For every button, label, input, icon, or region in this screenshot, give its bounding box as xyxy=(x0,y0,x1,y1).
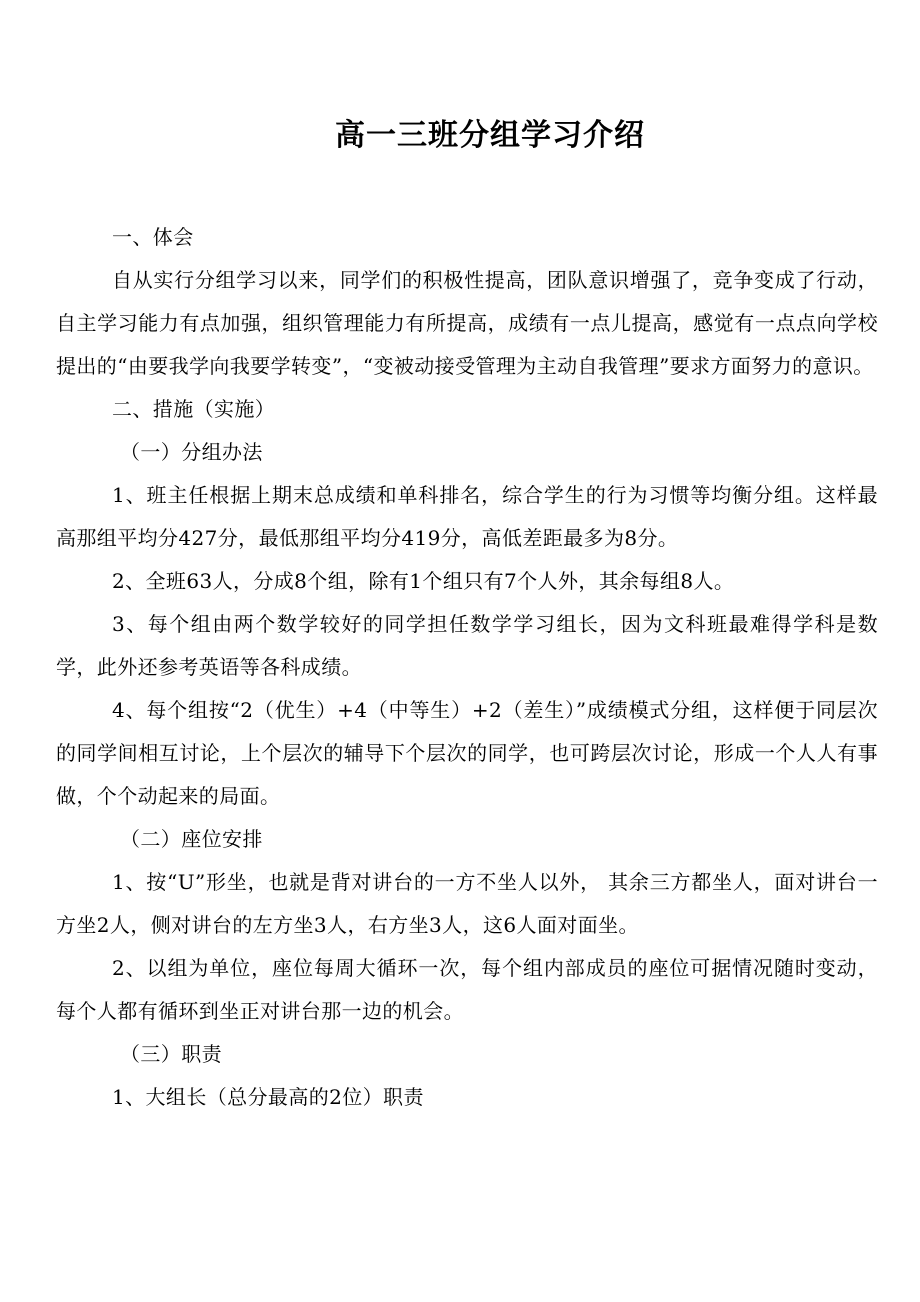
subsection-heading-grouping: （一）分组办法 xyxy=(120,440,263,464)
paragraph-seating-2: 2、以组为单位，座位每周大循环一次，每个组内部成员的座位可据情况随时变动，每个人都有循环到坐正对讲台那一边的机会。 xyxy=(56,956,878,1023)
paragraph-grouping-1: 1、班主任根据上期末总成绩和单科排名，综合学生的行为习惯等均衡分组。这样最高那组平均分427分，最低那组平均分419分，高低差距最多为8分。 xyxy=(56,483,878,550)
paragraph-grouping-4: 4、每个组按“2（优生）+4（中等生）+2（差生）”成绩模式分组，这样便于同层次的同学间相互讨论，上个层次的辅导下个层次的同学，也可跨层次讨论，形成一个人人有事做，个个动起来的局面。 xyxy=(56,698,878,808)
section-heading-measures: 二、措施（实施） xyxy=(112,397,276,421)
paragraph-grouping-2: 2、全班63人，分成8个组，除有1个组只有7个人外，其余每组8人。 xyxy=(112,569,735,593)
paragraph-seating-1: 1、按“U”形坐，也就是背对讲台的一方不坐人以外， 其余三方都坐人，面对讲台一方坐2人，侧对讲台的左方坐3人，右方坐3人，这6人面对面坐。 xyxy=(56,870,878,937)
section-heading-experience: 一、体会 xyxy=(112,225,194,249)
paragraph-experience: 自从实行分组学习以来，同学们的积极性提高，团队意识增强了，竞争变成了行动，自主学习能力有点加强，组织管理能力有所提高，成绩有一点儿提高，感觉有一点点向学校提出的“由要我学向我要学转变”，“变被动接受管理为主动自我管理”要求方面努力的意识。 xyxy=(56,268,878,378)
paragraph-grouping-3: 3、每个组由两个数学较好的同学担任数学学习组长，因为文科班最难得学科是数学，此外还参考英语等各科成绩。 xyxy=(56,612,878,679)
document-body xyxy=(56,216,878,1119)
subsection-heading-duties: （三）职责 xyxy=(120,1042,222,1066)
paragraph-duties-1: 1、大组长（总分最高的2位）职责 xyxy=(112,1085,424,1109)
document-title: 高一三班分组学习介绍 xyxy=(335,118,645,153)
subsection-heading-seating: （二）座位安排 xyxy=(120,827,263,851)
